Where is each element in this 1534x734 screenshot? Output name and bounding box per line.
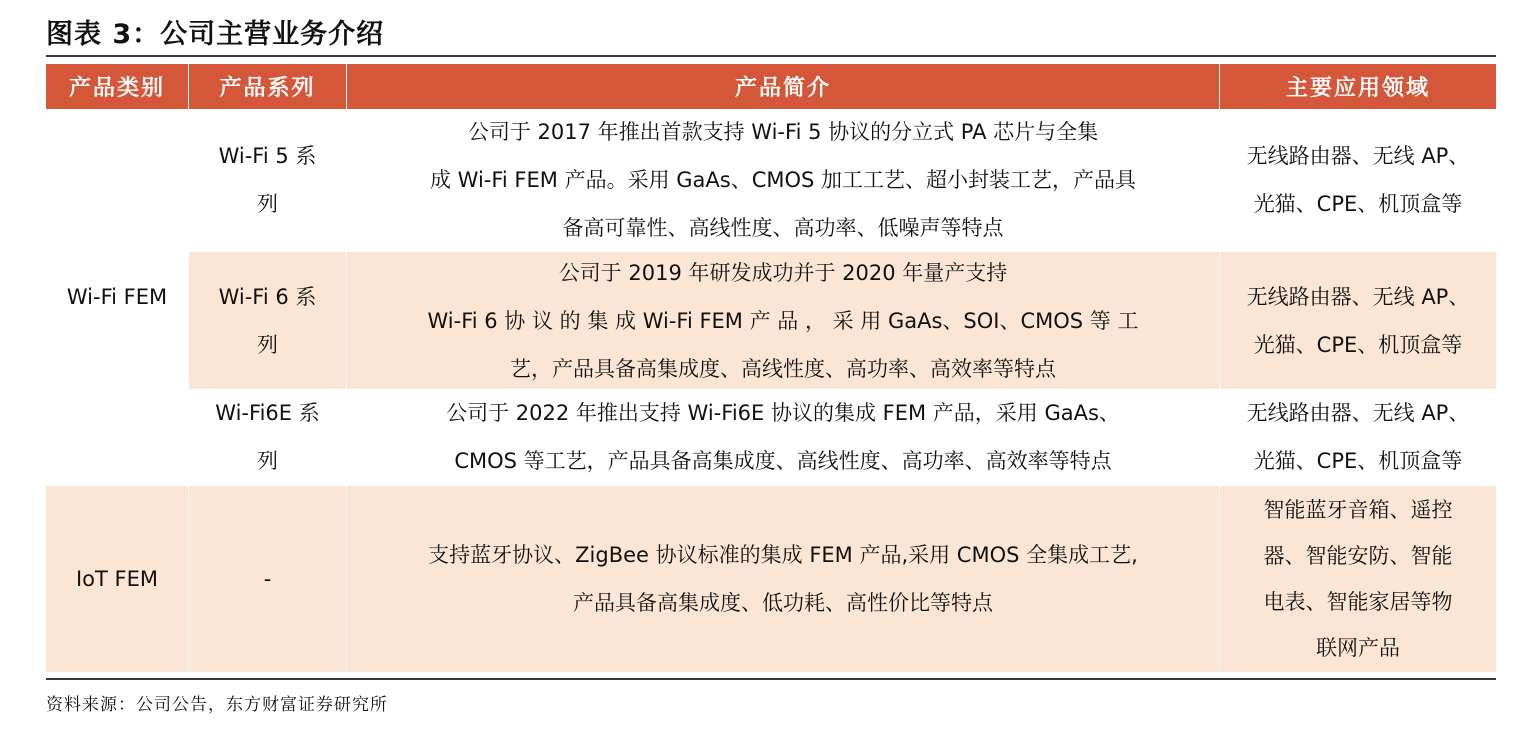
intro-wifi5: 公司于 2017 年推出首款支持 Wi-Fi 5 协议的分立式 PA 芯片与全集 成 Wi-Fi FEM 产品。采用 GaAs、CMOS 加工工艺、超小封装工艺，产品具 备高可靠性、高线性度、高功率、低噪声等特点 <box>429 120 1137 240</box>
header-application: 主要应用领域 <box>1220 64 1496 109</box>
application-iot: 智能蓝牙音箱、遥控 器、智能安防、智能 电表、智能家居等物 联网产品 <box>1220 486 1496 672</box>
series-wifi6e: Wi-Fi6E 系 列 <box>215 401 320 473</box>
category-wifi-fem: Wi-Fi FEM <box>66 284 168 309</box>
category-iot-fem: IoT FEM <box>46 486 188 672</box>
header-category: 产品类别 <box>46 64 188 109</box>
intro-iot: 支持蓝牙协议、ZigBee 协议标准的集成 FEM 产品,采用 CMOS 全集成工艺, 产品具备高集成度、低功耗、高性价比等特点 <box>347 486 1219 672</box>
series-wifi6: Wi-Fi 6 系 列 <box>189 252 346 389</box>
title-divider <box>46 55 1496 57</box>
series-wifi5: Wi-Fi 5 系 列 <box>218 144 317 216</box>
series-iot: - <box>189 486 346 672</box>
header-series: 产品系列 <box>189 64 346 109</box>
figure-title: 图表 3：公司主营业务介绍 <box>46 19 385 50</box>
application-wifi6: 无线路由器、无线 AP、 光猫、CPE、机顶盒等 <box>1220 252 1496 389</box>
source-note: 资料来源：公司公告，东方财富证券研究所 <box>46 695 388 715</box>
intro-wifi6e: 公司于 2022 年推出支持 Wi-Fi6E 协议的集成 FEM 产品，采用 GaAs、 CMOS 等工艺，产品具备高集成度、高线性度、高功率、高效率等特点 <box>446 401 1120 473</box>
header-intro: 产品简介 <box>347 64 1219 109</box>
table-bottom-divider <box>46 678 1496 680</box>
application-wifi6e: 无线路由器、无线 AP、 光猫、CPE、机顶盒等 <box>1246 401 1470 473</box>
application-wifi5: 无线路由器、无线 AP、 光猫、CPE、机顶盒等 <box>1246 144 1470 216</box>
intro-wifi6: 公司于 2019 年研发成功并于 2020 年量产支持 Wi-Fi 6 协 议 的 集 成 Wi-Fi FEM 产 品 ， 采 用 GaAs、SOI、CMOS 等 工 艺，产品具备高集成度、高线性度、高功率、高效率等特点 <box>347 252 1219 389</box>
